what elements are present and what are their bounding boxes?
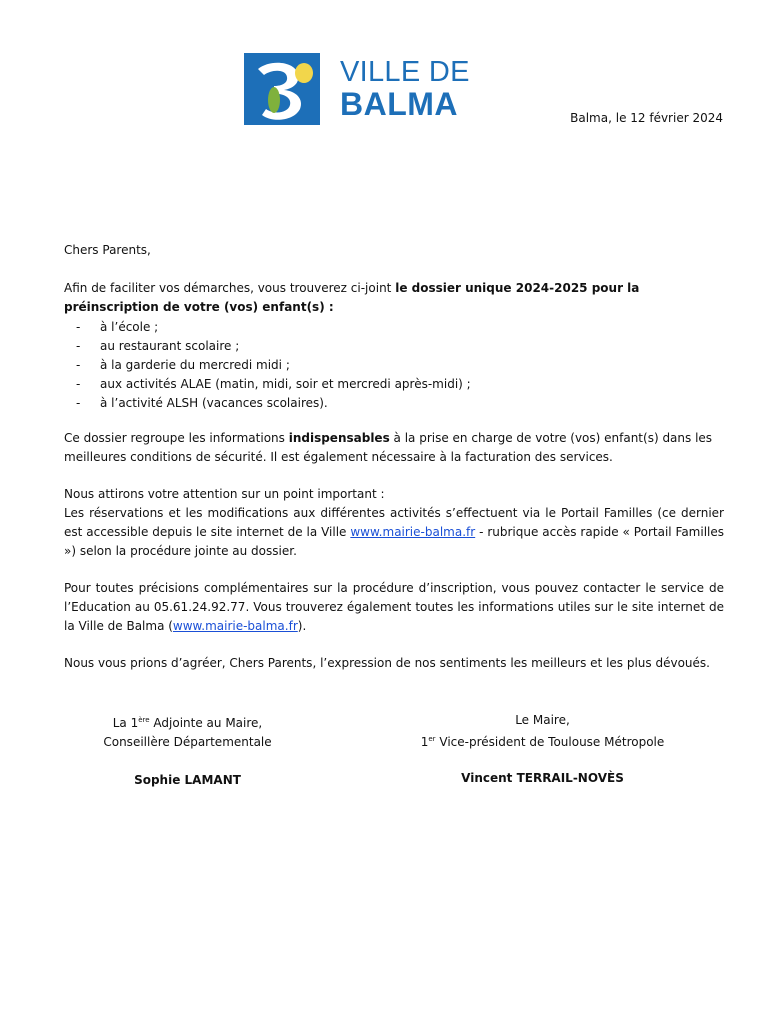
list-marker: - (76, 320, 81, 334)
list-item-text: à l’activité ALSH (vacances scolaires). (100, 396, 328, 410)
list-item (64, 375, 724, 394)
signature-right-role (400, 730, 685, 752)
signature-right (400, 711, 685, 788)
list-marker: - (76, 396, 81, 410)
portail-text (64, 504, 724, 561)
list-item-text: au restaurant scolaire ; (100, 339, 240, 353)
para2-text-after: à la prise en charge de votre (vos) enfant(s) dans les meilleures conditions de sécurité. Il est également nécessaire à la facturation des services. (64, 431, 713, 464)
intro-bold-text: le dossier unique 2024-2025 pour la préinscription de votre (vos) enfant(s) : (64, 281, 640, 314)
title-prefix: La 1 (112, 716, 139, 730)
ville-de-balma-logo (244, 53, 474, 125)
list-marker: - (76, 358, 81, 372)
para4-text-after: ). (297, 619, 307, 633)
logo-line-balma: BALMA (340, 86, 459, 122)
signature-right-name: Vincent TERRAIL-NOVÈS (461, 771, 624, 785)
mairie-balma-link[interactable]: www.mairie-balma.fr (350, 525, 476, 539)
contact-paragraph (64, 579, 724, 636)
logo-line-ville-de: VILLE DE (340, 56, 470, 88)
signature-left-title (80, 711, 295, 733)
list-marker: - (76, 339, 81, 353)
logo-wordmark (340, 57, 470, 121)
letter-date: Balma, le 12 février 2024 (570, 111, 723, 125)
role-superscript: er (428, 735, 436, 743)
list-marker: - (76, 377, 81, 391)
role-rest: Vice-président de Toulouse Métropole (435, 735, 665, 749)
info-paragraph (64, 429, 724, 467)
title-superscript: ère (138, 716, 150, 724)
attention-line: Nous attirons votre attention sur un point important : (64, 487, 385, 501)
salutation: Chers Parents, (64, 243, 151, 257)
para4-text-before: Pour toutes précisions complémentaires sur la procédure d’inscription, vous pouvez contacter le service de l’Education au 05.61.24.92.77. Vous trouverez également toutes les informations utiles sur le site internet de la Ville de Balma ( (64, 581, 724, 633)
para3-text-after: - rubrique accès rapide « Portail Familles ») selon la procédure jointe au dossier. (64, 525, 724, 558)
signature-left-role: Conseillère Départementale (103, 735, 272, 749)
signature-left-name: Sophie LAMANT (134, 773, 241, 787)
para2-text-before: Ce dossier regroupe les informations (64, 431, 289, 445)
list-item (64, 318, 724, 337)
para3-text-before: Les réservations et les modifications aux différentes activités s’effectuent via le Portail Familles (ce dernier est accessible depuis le site internet de la Ville (64, 506, 724, 539)
mairie-balma-link[interactable]: www.mairie-balma.fr (172, 619, 298, 633)
intro-text: Afin de faciliter vos démarches, vous trouverez ci-joint (64, 281, 396, 295)
list-item (64, 337, 724, 356)
list-item (64, 394, 724, 413)
role-prefix: 1 (420, 735, 429, 749)
list-item (64, 356, 724, 375)
signature-left (80, 711, 295, 790)
intro-paragraph (64, 279, 724, 317)
list-item-text: à l’école ; (100, 320, 159, 334)
service-list (64, 318, 724, 413)
portail-paragraph (64, 485, 724, 561)
para2-bold-text: indispensables (288, 431, 390, 445)
list-item-text: aux activités ALAE (matin, midi, soir et mercredi après-midi) ; (100, 377, 471, 391)
balma-b-emblem-icon (244, 53, 320, 125)
title-rest: Adjointe au Maire, (149, 716, 263, 730)
closing-formula: Nous vous prions d’agréer, Chers Parents, l’expression de nos sentiments les meilleurs et les plus dévoués. (64, 656, 710, 670)
signature-right-title: Le Maire, (515, 713, 570, 727)
list-item-text: à la garderie du mercredi midi ; (100, 358, 290, 372)
